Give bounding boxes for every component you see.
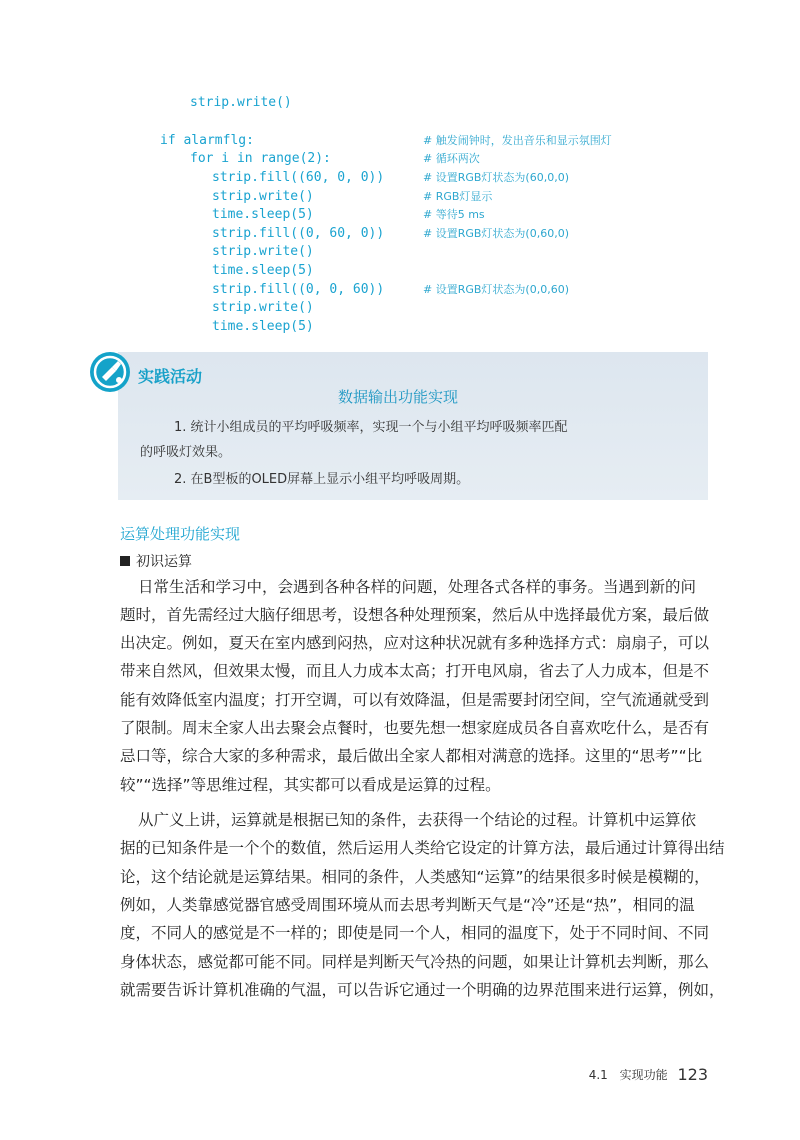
activity-label: 实践活动	[138, 367, 203, 386]
code-line: strip.write()	[212, 300, 314, 315]
body-text-line: 论，这个结论就是运算结果。相同的条件，人类感知“运算”的结果很多时候是模糊的，	[120, 868, 710, 886]
activity-item: 的呼吸灯效果。	[140, 445, 232, 460]
code-line: strip.write()	[190, 95, 292, 110]
body-text-line: 身体状态，感觉都可能不同。同样是判断天气冷热的问题，如果让计算机去判断，那么	[120, 953, 710, 971]
footer-chapter-title: 实现功能	[619, 1068, 668, 1082]
code-comment: # 等待5 ms	[423, 208, 485, 221]
body-text-line: 较”“选择”等思维过程，其实都可以看成是运算的过程。	[120, 776, 501, 794]
body-text-line: 题时，首先需经过大脑仔细思考，设想各种处理预案，然后从中选择最优方案，最后做	[120, 606, 710, 624]
section-title: 运算处理功能实现	[120, 525, 241, 543]
activity-title: 数据输出功能实现	[337, 388, 458, 406]
page-number: 123	[677, 1065, 708, 1084]
square-bullet-icon	[120, 556, 130, 566]
body-text-line: 能有效降低室内温度；打开空调，可以有效降温，但是需要封闭空间，空气流通就受到	[120, 691, 710, 709]
code-line: strip.fill((0, 60, 0))	[212, 226, 385, 241]
code-comment: # 触发闹钟时，发出音乐和显示氛围灯	[423, 134, 612, 147]
code-line: strip.write()	[212, 189, 314, 204]
code-comment: # 循环两次	[423, 152, 480, 165]
code-line: strip.fill((0, 0, 60))	[212, 282, 385, 297]
code-comment: # 设置RGB灯状态为(0,60,0)	[423, 227, 569, 240]
body-text-line: 了限制。周末全家人出去聚会点餐时，也要先想一想家庭成员各自喜欢吃什么，是否有	[120, 719, 710, 737]
code-line: time.sleep(5)	[212, 207, 314, 222]
code-line: strip.fill((60, 0, 0))	[212, 170, 385, 185]
activity-item: 2. 在B型板的OLED屏幕上显示小组平均呼吸周期。	[174, 472, 470, 487]
body-text-line: 带来自然风，但效果太慢，而且人力成本太高；打开电风扇，省去了人力成本，但是不	[120, 662, 710, 680]
body-text-line: 出决定。例如，夏天在室内感到闷热，应对这种状况就有多种选择方式：扇扇子，可以	[120, 634, 710, 652]
body-text-line: 例如，人类靠感觉器官感受周围环境从而去思考判断天气是“冷”还是“热”，相同的温	[120, 896, 695, 914]
footer-section-number: 4.1	[588, 1068, 608, 1082]
practice-activity-box	[88, 350, 708, 502]
body-text-line: 度，不同人的感觉是不一样的；即使是同一个人，相同的温度下，处于不同时间、不同	[120, 924, 710, 942]
subsection-heading-text: 初识运算	[136, 554, 192, 570]
code-line: for i in range(2):	[190, 151, 331, 166]
code-line: if alarmflg:	[160, 133, 254, 148]
page-footer	[589, 1065, 708, 1084]
body-text-line: 忌口等，综合大家的多种需求，最后做出全家人都相对满意的选择。这里的“思考”“比	[120, 747, 703, 765]
body-text-line: 就需要告诉计算机准确的气温，可以告诉它通过一个明确的边界范围来进行运算，例如，	[120, 981, 725, 999]
code-comment: # 设置RGB灯状态为(60,0,0)	[423, 171, 569, 184]
body-text-line: 据的已知条件是一个个的数值，然后运用人类给它设定的计算方法，最后通过计算得出结	[120, 839, 725, 857]
code-line: time.sleep(5)	[212, 319, 314, 334]
subsection-heading	[120, 551, 192, 571]
code-line: strip.write()	[212, 244, 314, 259]
code-line: time.sleep(5)	[212, 263, 314, 278]
activity-item: 1. 统计小组成员的平均呼吸频率，实现一个与小组平均呼吸频率匹配	[174, 420, 568, 435]
body-text-line: 日常生活和学习中，会遇到各种各样的问题，处理各式各样的事务。当遇到新的问	[138, 578, 697, 596]
code-comment: # 设置RGB灯状态为(0,0,60)	[423, 283, 569, 296]
code-comment: # RGB灯显示	[423, 190, 493, 203]
body-text-line: 从广义上讲，运算就是根据已知的条件，去获得一个结论的过程。计算机中运算依	[138, 811, 697, 829]
